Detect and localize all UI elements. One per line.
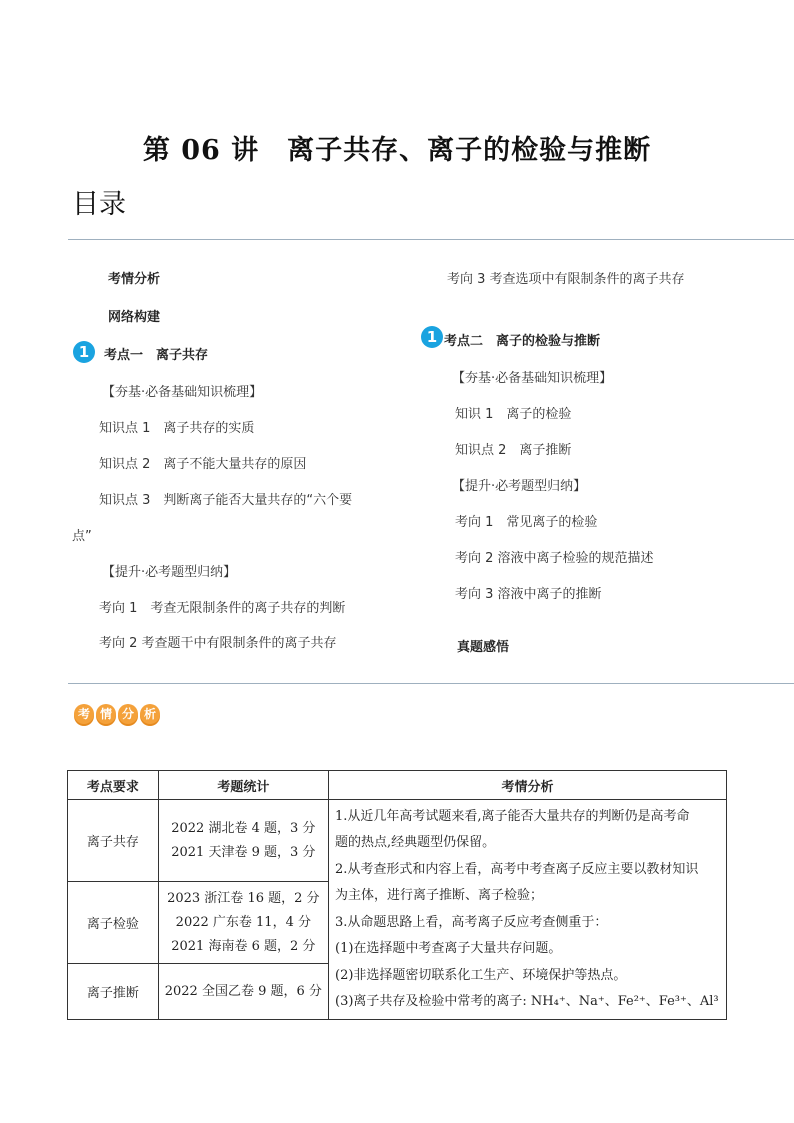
toc-item-exam-analysis[interactable]: 考情分析: [108, 272, 161, 287]
exam-analysis-logo: [74, 704, 160, 730]
column-header: 考题统计: [158, 771, 328, 800]
stat-line: 2022 广东卷 11，4 分: [175, 914, 311, 930]
toc-knowledge-item[interactable]: 知识点 2 离子不能大量共存的原因: [99, 457, 307, 472]
toc-item-network[interactable]: 网络构建: [108, 310, 161, 325]
analysis-line: 题的热点,经典题型仍保留。: [335, 835, 496, 850]
toc-subheading: 【提升·必考题型归纳】: [452, 479, 587, 494]
toc-subheading: 【夯基·必备基础知识梳理】: [102, 385, 263, 400]
stats-cell: [158, 882, 328, 964]
section-number-badge: 1: [421, 326, 443, 348]
toc-direction-item[interactable]: 考向 3 溶液中离子的推断: [455, 587, 602, 602]
analysis-line: (1)在选择题中考查离子大量共存问题。: [335, 941, 562, 956]
requirement-cell: 离子共存: [68, 800, 159, 882]
toc-knowledge-item[interactable]: 知识点 1 离子共存的实质: [99, 421, 255, 436]
analysis-cell: [329, 800, 727, 1020]
section-number-badge: 1: [73, 341, 95, 363]
toc-subheading: 【提升·必考题型归纳】: [102, 565, 237, 580]
stat-line: 2022 湖北卷 4 题，3 分: [171, 820, 316, 836]
stats-cell: [158, 964, 328, 1020]
table-header-row: [68, 771, 727, 800]
table-row: [68, 800, 727, 882]
logo-char: 情: [96, 704, 116, 724]
stat-line: 2022 全国乙卷 9 题，6 分: [164, 983, 322, 999]
analysis-line: 2.从考查形式和内容上看，高考中考查离子反应主要以教材知识: [335, 861, 699, 877]
page-title: 第 06 讲 离子共存、离子的检验与推断: [142, 135, 652, 166]
toc-heading: 目录: [72, 189, 126, 220]
toc-knowledge-item-cont: 点”: [72, 529, 92, 544]
stats-cell: [158, 800, 328, 882]
logo-char: 分: [118, 704, 138, 724]
requirement-cell: 离子推断: [68, 964, 159, 1020]
toc-section-ion-test[interactable]: 考点二 离子的检验与推断: [444, 334, 601, 349]
toc-top-divider: [68, 239, 794, 240]
toc-direction-item[interactable]: 考向 1 考查无限制条件的离子共存的判断: [99, 601, 346, 616]
toc-subheading: 【夯基·必备基础知识梳理】: [452, 371, 613, 386]
analysis-line: 3.从命题思路上看，高考离子反应考查侧重于：: [335, 914, 608, 930]
stat-line: 2021 海南卷 6 题，2 分: [171, 938, 316, 954]
toc-section-ion-coexistence[interactable]: 考点一 离子共存: [104, 348, 209, 363]
toc-knowledge-item[interactable]: 知识 1 离子的检验: [455, 407, 572, 422]
logo-char: 析: [140, 704, 160, 724]
toc-direction-item[interactable]: 考向 1 常见离子的检验: [455, 515, 598, 530]
toc-direction-item[interactable]: 考向 3 考查选项中有限制条件的离子共存: [447, 272, 685, 287]
analysis-line: (2)非选择题密切联系化工生产、环境保护等热点。: [335, 967, 627, 983]
toc-direction-item[interactable]: 考向 2 考查题干中有限制条件的离子共存: [99, 636, 337, 651]
toc-bottom-divider: [68, 683, 794, 684]
exam-analysis-table: [67, 770, 727, 1020]
logo-char: 考: [74, 704, 94, 724]
analysis-line: (3)离子共存及检验中常考的离子: NH₄⁺、Na⁺、Fe²⁺、Fe³⁺、Al³: [335, 994, 719, 1009]
analysis-line: 为主体，进行离子推断、离子检验；: [335, 888, 544, 903]
requirement-cell: 离子检验: [68, 882, 159, 964]
toc-knowledge-item[interactable]: 知识点 3 判断离子能否大量共存的“六个要: [99, 493, 353, 508]
column-header: 考情分析: [329, 771, 727, 800]
stat-line: 2023 浙江卷 16 题，2 分: [167, 890, 320, 906]
analysis-line: 1.从近几年高考试题来看,离子能否大量共存的判断仍是高考命: [335, 808, 690, 824]
toc-item-past-exams[interactable]: 真题感悟: [457, 640, 510, 655]
column-header: 考点要求: [68, 771, 159, 800]
toc-knowledge-item[interactable]: 知识点 2 离子推断: [455, 443, 572, 458]
toc-direction-item[interactable]: 考向 2 溶液中离子检验的规范描述: [455, 551, 654, 566]
stat-line: 2021 天津卷 9 题，3 分: [171, 844, 316, 860]
